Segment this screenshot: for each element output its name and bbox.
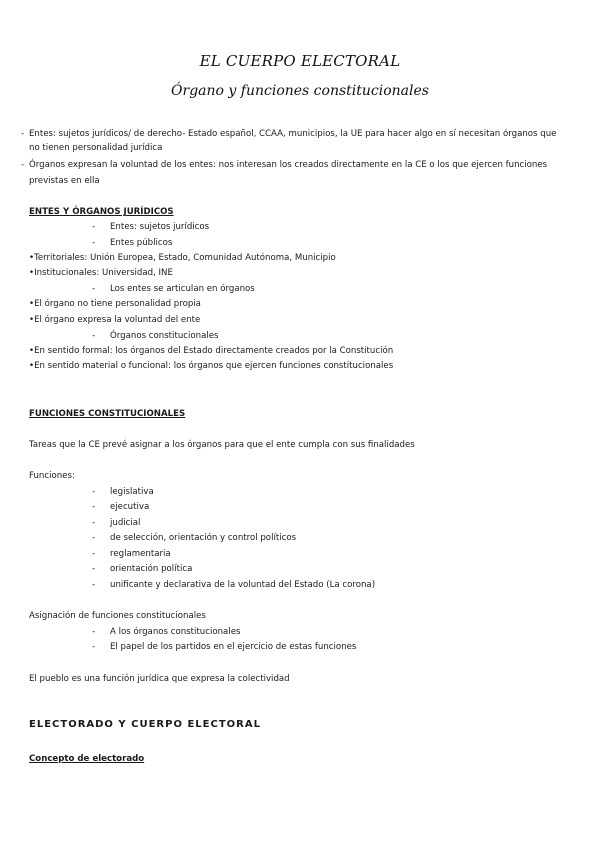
bullet-item: •Institucionales: Universidad, INE — [29, 268, 173, 278]
bullet-item: •Territoriales: Unión Europea, Estado, Comunidad Autónoma, Municipio — [29, 253, 336, 263]
dash: - — [92, 222, 96, 232]
list-item: Órganos constitucionales — [110, 331, 219, 341]
bullet-item: •El órgano expresa la voluntad del ente — [29, 315, 201, 325]
dash: - — [92, 580, 96, 590]
funciones-label: Funciones: — [29, 471, 75, 481]
funcion-item: de selección, orientación y control políticos — [110, 533, 297, 543]
intro-line-1b: no tienen personalidad jurídica — [29, 143, 163, 153]
funcion-item: reglamentaria — [110, 549, 171, 559]
list-item: Los entes se articulan en órganos — [110, 284, 255, 294]
asignacion-label: Asignación de funciones constitucionales — [29, 611, 206, 621]
dash: - — [92, 331, 96, 341]
bullet-item: •El órgano no tiene personalidad propia — [29, 299, 201, 309]
subheading-concepto: Concepto de electorado — [29, 754, 145, 764]
pueblo-text: El pueblo es una función jurídica que expresa la colectividad — [29, 674, 290, 684]
dash: - — [92, 487, 96, 497]
funciones-intro: Tareas que la CE prevé asignar a los órganos para que el ente cumpla con sus finalidades — [29, 440, 415, 450]
intro-dash-2: - — [21, 160, 25, 170]
intro-line-2b: previstas en ella — [29, 176, 100, 186]
dash: - — [92, 533, 96, 543]
funcion-item: orientación política — [110, 564, 193, 574]
funcion-item: unificante y declarativa de la voluntad del Estado (La corona) — [110, 580, 376, 590]
list-item: Entes públicos — [110, 238, 173, 248]
section-heading-electorado: ELECTORADO Y CUERPO ELECTORAL — [29, 719, 261, 730]
dash: - — [92, 564, 96, 574]
list-item: Entes: sujetos jurídicos — [110, 222, 210, 232]
asignacion-item: A los órganos constitucionales — [110, 627, 241, 637]
page-subtitle: Órgano y funciones constitucionales — [171, 83, 429, 99]
dash: - — [92, 642, 96, 652]
dash: - — [92, 627, 96, 637]
bullet-item: •En sentido material o funcional: los órganos que ejercen funciones constitucionales — [29, 361, 394, 371]
dash: - — [92, 238, 96, 248]
page-title: EL CUERPO ELECTORAL — [199, 52, 401, 70]
intro-dash-1: - — [21, 129, 25, 139]
funcion-item: judicial — [110, 518, 141, 528]
intro-line-2a: Órganos expresan la voluntad de los entes: nos interesan los creados directamente en la CE o los que ejercen funciones — [29, 160, 548, 170]
section-heading-funciones: FUNCIONES CONSTITUCIONALES — [29, 409, 186, 419]
bullet-item: •En sentido formal: los órganos del Estado directamente creados por la Constitución — [29, 346, 394, 356]
dash: - — [92, 518, 96, 528]
section-heading-entes: ENTES Y ÓRGANOS JURÍDICOS — [29, 207, 174, 217]
intro-line-1a: Entes: sujetos jurídicos/ de derecho- Estado español, CCAA, municipios, la UE para hacer algo en sí necesitan órganos que — [29, 129, 557, 139]
dash: - — [92, 502, 96, 512]
dash: - — [92, 549, 96, 559]
asignacion-item: El papel de los partidos en el ejercicio de estas funciones — [110, 642, 357, 652]
dash: - — [92, 284, 96, 294]
funcion-item: ejecutiva — [110, 502, 150, 512]
funcion-item: legislativa — [110, 487, 154, 497]
